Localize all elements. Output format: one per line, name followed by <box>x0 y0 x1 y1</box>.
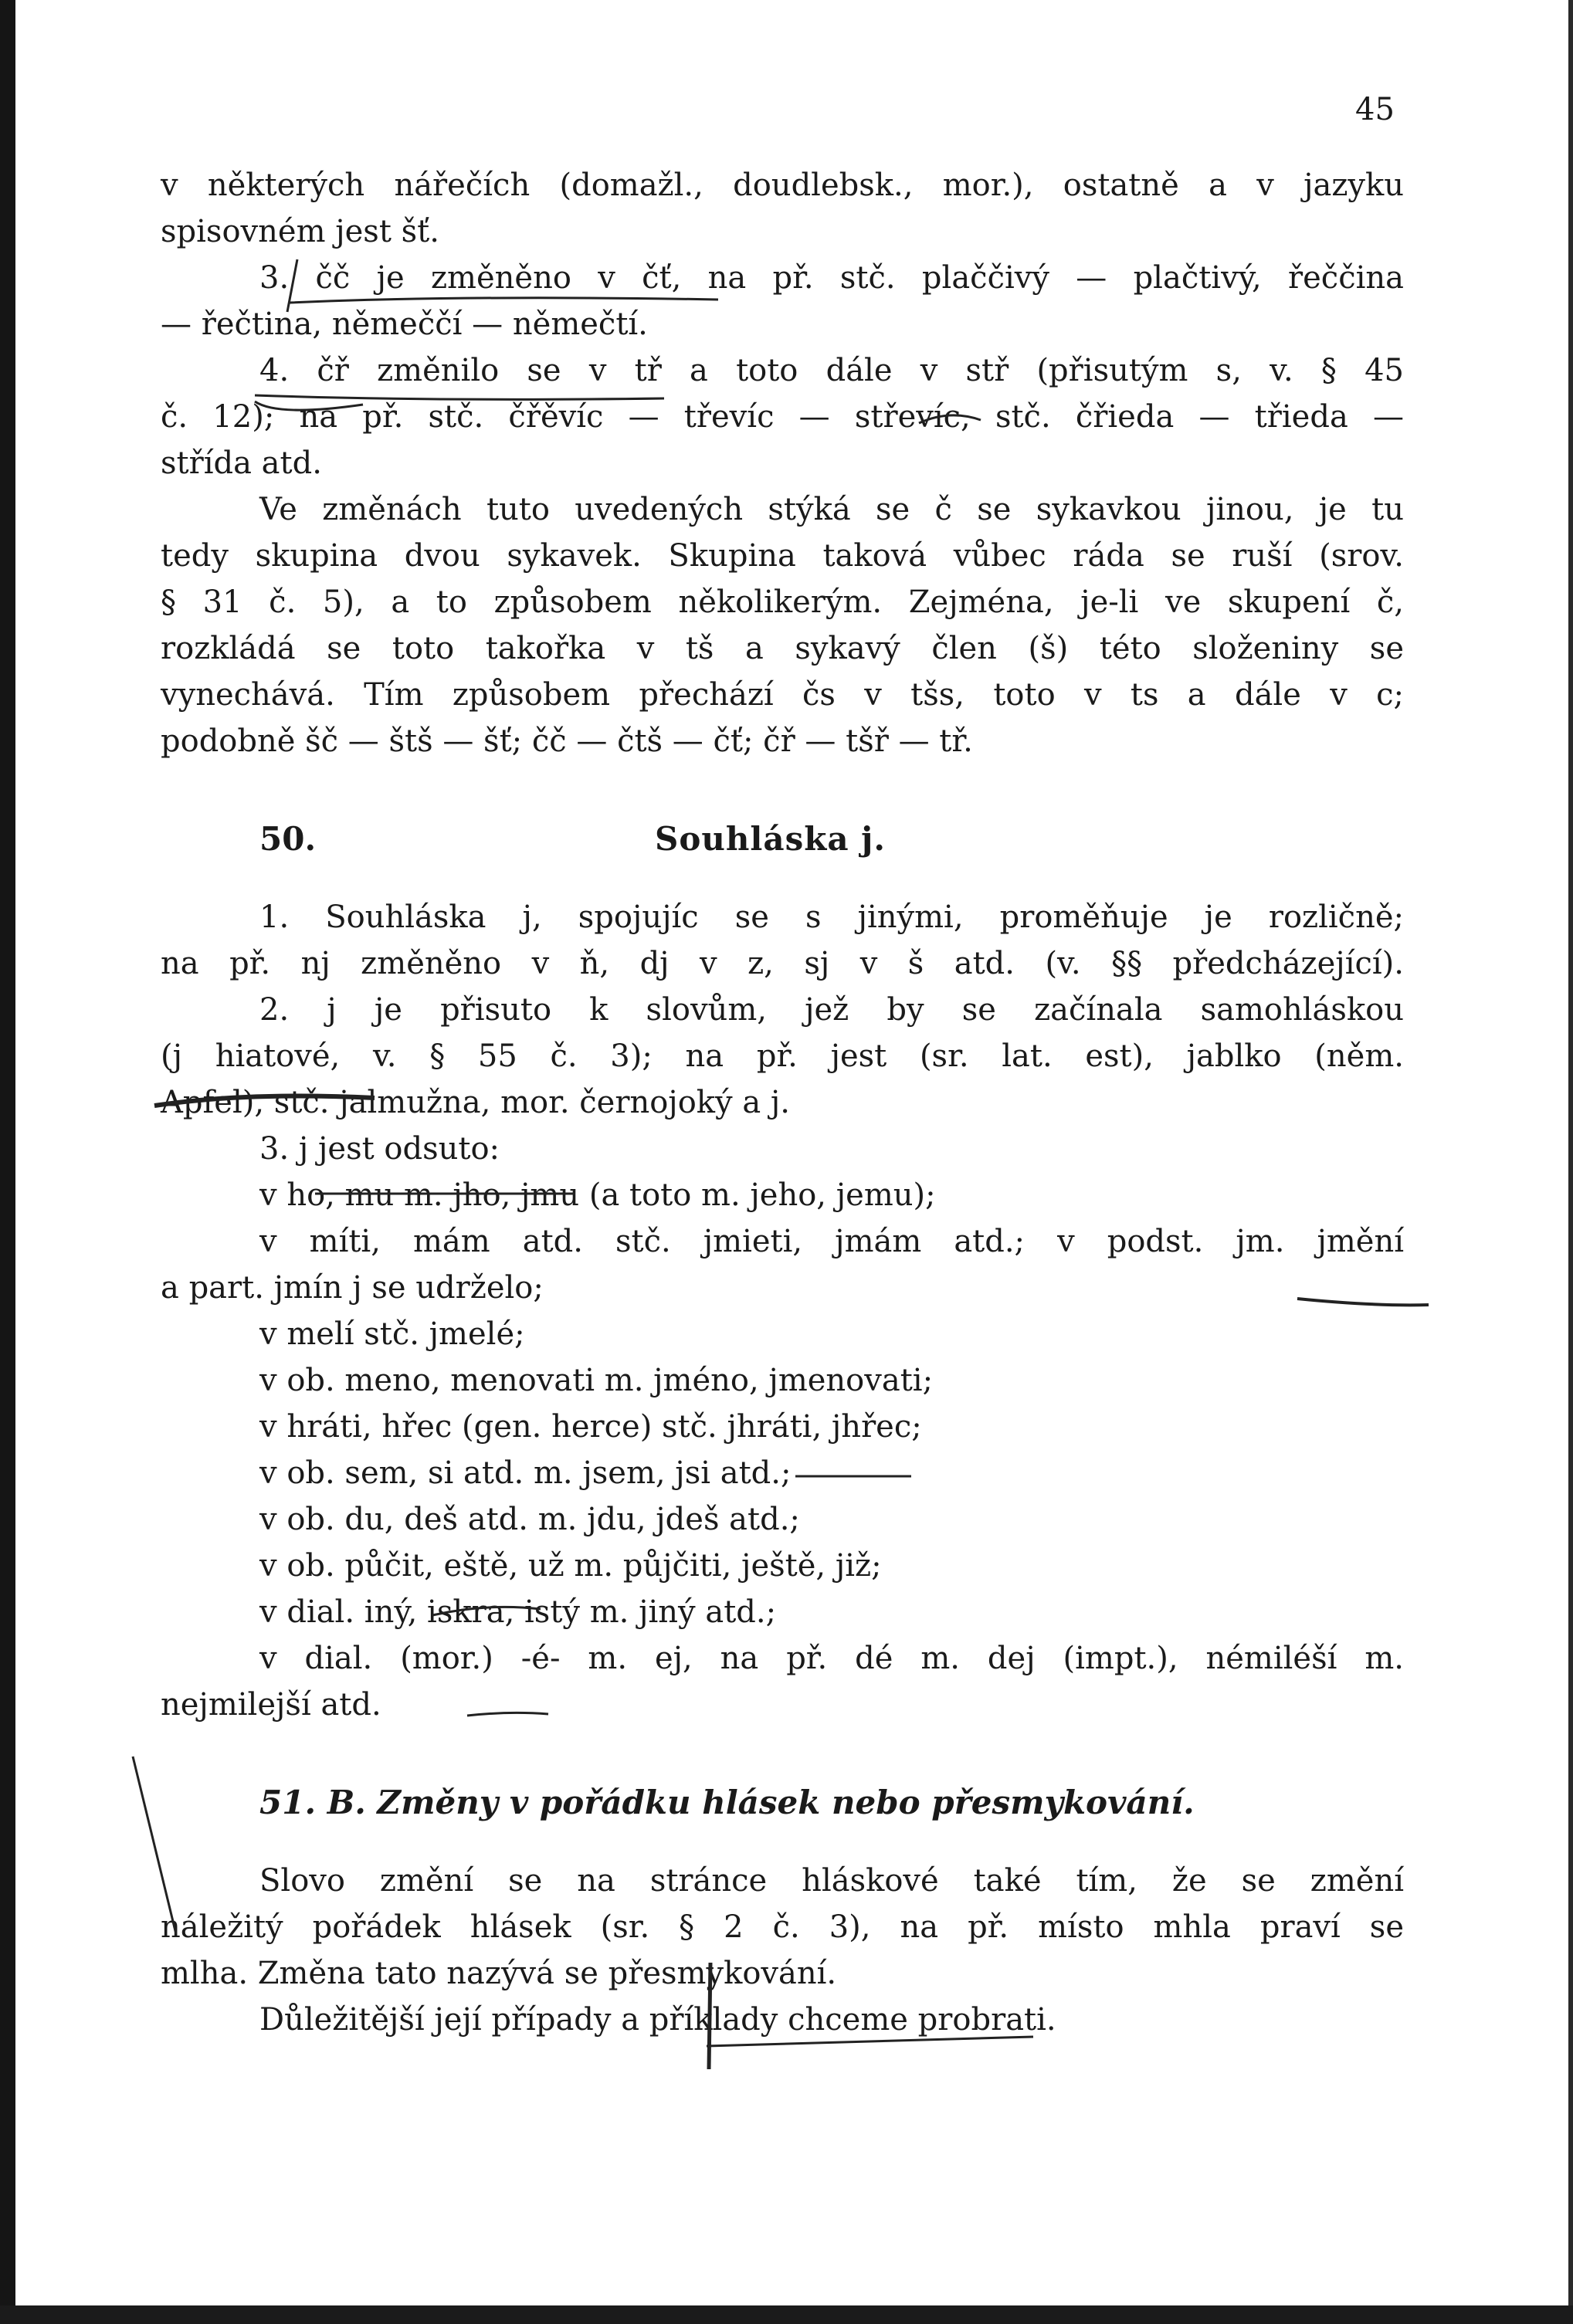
text-line: 3. j jest odsuto: <box>259 1131 500 1167</box>
text-line: Slovo změní se na stránce hláskové také tím, že se změní <box>259 1863 1404 1899</box>
text-line: v melí stč. jmelé; <box>259 1316 525 1352</box>
page-number: 45 <box>1355 92 1395 127</box>
text-line: v ob. půčit, eště, už m. půjčiti, ještě, již; <box>259 1548 882 1584</box>
text-line: mlha. Změna tato nazývá se přesmykování. <box>161 1956 837 1991</box>
text-line: v míti, mám atd. stč. jmieti, jmám atd.; v podst. jm. jmění <box>259 1224 1404 1259</box>
section-50-heading <box>161 811 1404 868</box>
spacer <box>161 764 1404 811</box>
text-line: 3. čč je změněno v čť, na př. stč. plaččivý — plačtivý, řeččina <box>259 260 1404 296</box>
spacer <box>161 868 1404 894</box>
section-number: 50. <box>259 820 317 858</box>
text-line: podobně šč — štš — šť; čč — čtš — čť; čř — tšř — tř. <box>161 723 973 759</box>
text-line: spisovném jest šť. <box>161 214 439 249</box>
text-line: 4. čř změnilo se v tř a toto dále v stř (přisutým s, v. § 45 <box>259 353 1404 388</box>
section-51-body <box>161 1858 1404 2043</box>
text-line: č. 12); na př. stč. čřěvíc — třevíc — střevíc, stč. čřieda — třieda — <box>161 399 1404 435</box>
text-line: v některých nářečích (domažl., doudlebsk., mor.), ostatně a v jazyku <box>161 168 1404 203</box>
text-line: v ho, mu m. jho, jmu (a toto m. jeho, jemu); <box>259 1177 936 1213</box>
text-line: vynechává. Tím způsobem přechází čs v tšs, toto v ts a dále v c; <box>161 677 1404 713</box>
scan-edge-right <box>1568 0 1573 2324</box>
text-line: — řečtina, němeččí — němečtí. <box>161 307 648 342</box>
text-line: v ob. du, deš atd. m. jdu, jdeš atd.; <box>259 1502 800 1537</box>
text-line: a part. jmín j se udrželo; <box>161 1270 544 1306</box>
spacer <box>161 1831 1404 1858</box>
section-title: Souhláska j. <box>655 820 886 858</box>
text-line: (j hiatové, v. § 55 č. 3); na př. jest (sr. lat. est), jablko (něm. <box>161 1038 1404 1074</box>
spacer <box>161 1728 1404 1774</box>
text-line: na př. nj změněno v ň, dj v z, sj v š atd. (v. §§ předcházející). <box>161 946 1404 981</box>
text-line: Ve změnách tuto uvedených stýká se č se sykavkou jinou, je tu <box>259 492 1404 527</box>
text-line: tedy skupina dvou sykavek. Skupina taková vůbec ráda se ruší (srov. <box>161 538 1404 574</box>
text-line: nejmilejší atd. <box>161 1687 381 1723</box>
text-line: v hráti, hřec (gen. herce) stč. jhráti, jhřec; <box>259 1409 922 1445</box>
text-line: § 31 č. 5), a to způsobem několikerým. Zejména, je-li ve skupení č, <box>161 584 1404 620</box>
scan-edge-left <box>0 0 15 2324</box>
section-50-body <box>161 894 1404 1728</box>
text-line: Apfel), stč. jalmužna, mor. černojoký a j. <box>161 1085 790 1120</box>
text-line: 2. j je přisuto k slovům, jež by se začínala samohláskou <box>259 992 1404 1028</box>
text-line: v dial. iný, iskra, istý m. jiný atd.; <box>259 1594 777 1630</box>
paragraph-block-1 <box>161 162 1404 764</box>
text-line: v ob. sem, si atd. m. jsem, jsi atd.; <box>259 1455 792 1491</box>
text-line: 1. Souhláska j, spojujíc se s jinými, proměňuje je rozličně; <box>259 899 1404 935</box>
page-content <box>161 162 1404 2043</box>
text-line: střída atd. <box>161 445 322 481</box>
text-line: náležitý pořádek hlásek (sr. § 2 č. 3), na př. místo mhla praví se <box>161 1909 1404 1945</box>
text-line: Důležitější její případy a příklady chceme probrati. <box>259 2002 1056 2038</box>
text-line: v ob. meno, menovati m. jméno, jmenovati; <box>259 1363 934 1398</box>
text-line: rozkládá se toto takořka v tš a sykavý člen (š) této složeniny se <box>161 631 1404 666</box>
section-51-heading: 51. B. Změny v pořádku hlásek nebo přesmykování. <box>259 1784 1195 1821</box>
text-line: v dial. (mor.) -é- m. ej, na př. dé m. dej (impt.), némiléší m. <box>259 1641 1404 1676</box>
scan-edge-bottom <box>0 2305 1573 2324</box>
